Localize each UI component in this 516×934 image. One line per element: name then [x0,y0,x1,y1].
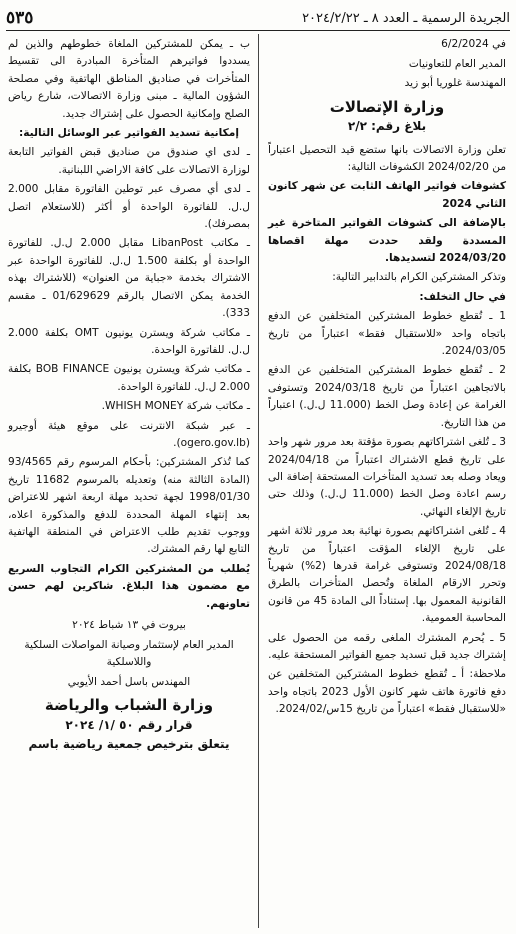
payment-method-item: ـ مكاتب شركة ويسترن يونيون OMT بكلفة 2.000 ل.ل. للفاتورة الواحدة. [8,326,250,356]
reminder-paragraph: وتذكر المشتركين الكرام بالتدابير التالية: [332,271,506,284]
notice-number: بلاغ رقم: ٢/٢ [347,119,427,134]
payment-method-item: ـ لدى أي مصرف عبر توطين الفاتورة مقابل 2.000 ل.ل. للفاتورة الواحدة أو أكثر (للاستعلام اتصل بمصرفك). [8,183,250,231]
signature-title: المدير العام لإستثمار وصيانة المواصلات السلكية واللاسلكية [24,638,234,669]
payment-method-item: ـ مكاتب شركة ويسترن يونيون BOB FINANCE بكلفة 2.000 ل.ل. للفاتورة الواحدة. [8,363,250,393]
right-column [268,36,506,721]
case-title: في حال التخلف: [419,290,506,303]
request-paragraph: يُطلب من المشتركين الكرام التجاوب السريع مع مضمون هذا البلاغ. شاكرين لهم حسن تعاونهم. [8,562,250,610]
extra-paragraph: بالإضافة الى كشوفات الفواتير المتاخرة غير المسددة ولقد حددت مهلة اقصاها 2024/03/20 لتسديدها. [268,217,506,265]
signature-date: في 6/2/2024 [441,38,506,50]
decision-number: قرار رقم ٥٠ /١/ ٢٠٢٤ [65,717,193,732]
installment-paragraph: ب ـ يمكن للمشتركين الملغاة خطوطهم والذين لم يسددوا فواتيرهم المتأخرة المبادرة الى تقسيط المتأخرات في صناديق المناطق الهاتفية وفي مصلحة الشؤون المالية ـ مبنى وزارة الاتصالات، شارع رياض الصلح وإمكانية الحصول على إشتراك جديد. [8,38,250,120]
page-header [6,6,510,31]
signature-name: المهندسة غلوريا أبو زيد [404,77,506,90]
signature-block-bottom [8,617,250,691]
decision-subject: يتعلق بترخيص جمعية رياضية باسم [28,737,230,752]
intro-paragraph: تعلن وزارة الاتصالات بانها ستضع قيد التحصيل اعتباراً من 2024/02/20 الكشوفات التالية: [268,143,506,173]
signature-date: بيروت في ١٣ شباط ٢٠٢٤ [72,619,186,631]
payment-method-item: ـ لدى اي صندوق من صناديق قبض الفواتير التابعة لوزارة الاتصالات على كافة الاراضي اللبنانية. [8,146,250,176]
signature-name: المهندس باسل أحمد الأيوبي [67,675,191,688]
payment-methods-heading: إمكانية تسديد الفواتير عبر الوسائل التالية: [19,127,239,140]
signature-title: المدير العام للتعاونيات [408,57,506,70]
left-column [8,36,250,760]
measure-item: 2 ـ تُقطع خطوط المشتركين المتخلفين عن الدفع بالاتجاهين اعتباراً من تاريخ 2024/03/18 وتستوفى الغرامة عن إعادة وصل الخط (11.000 ل.ل.) اعتباراً من هذا التاريخ. [268,364,506,429]
column-divider [258,34,259,928]
ministry-heading: وزارة الإتصالات [329,97,445,116]
journal-title: الجريدة الرسمية ـ العدد ٨ ـ ٢٠٢٤/٢/٢٢ [302,10,510,26]
signature-block-top [268,36,506,93]
ministry-heading-2: وزارة الشباب والرياضة [44,696,214,715]
measure-item: 1 ـ تُقطع خطوط المشتركين المتخلفين عن الدفع باتجاه واحد «للاستقبال فقط» اعتباراً من تاريخ 2024/03/05. [268,310,506,358]
objection-reminder: كما تُذكر المشتركين: بأحكام المرسوم رقم 93/4565 (المادة الثالثة منه) وتعديله بالمرسوم 11682 تاريخ 1998/01/30 لجهة تحديد مهلة اربعة اشهر للاعتراض بعد إنتهاء المهلة المحددة للدفع والمذكورة اعلاه، ووجوب تقديم طلب الاعتراض في المنطقة الهاتفية التابع لها رقم المشترك. [8,456,250,556]
statements-heading: كشوفات فواتير الهاتف الثابت عن شهر كانون الثاني 2024 [268,180,506,210]
measure-item: 5 ـ يُحرم المشترك الملغى رقمه من الحصول على إشتراك جديد قبل تسديد جميع الفواتير المستحقة عليه. [268,631,506,661]
payment-method-item: ـ عبر شبكة الانترنت على موقع هيئة أوجيرو (ogero.gov.lb). [8,419,250,449]
measure-item: 3 ـ تُلغى اشتراكاتهم بصورة مؤقتة بعد مرور شهر واحد على تاريخ قطع الاشتراك اعتباراً من 2024/04/18 ويعاد وصله بعد تسديد المتأخرات المستحقة إضافة الى رسم اعادة وصل الخط (11.000 ل.ل.) وذلك حتى تاريخ الإلغاء النهائي. [268,436,507,518]
page-number: ٥٣٥ [6,8,34,28]
payment-method-item: ـ مكاتب LibanPost مقابل 2.000 ل.ل. للفاتورة الواحدة أو بكلفة 1.500 ل.ل. للفاتورة الواحدة عبر الاشتراك بخدمة «جباية من العنوان» (للاشتراك بهذه الخدمة يمكن الاتصال بالرقم 01/629629 ـ مقسم 333). [8,237,250,320]
note-paragraph: ملاحظة: أ ـ تُقطع خطوط المشتركين المتخلفين عن دفع فاتورة هاتف شهر كانون الأول 2023 باتجاه واحد «للاستقبال فقط» اعتباراً من تاريخ 15س/2024/02. [268,668,506,716]
measure-item: 4 ـ تُلغى اشتراكاتهم بصورة نهائية بعد مرور ثلاثة اشهر على تاريخ الإلغاء المؤقت اعتباراً من تاريخ 2024/08/18 وتستوفى غرامة قدرها (2%) شهرياً وتحرر الارقام الملغاة وتُحصل المتأخرات بالطرق القانونية المعمول بها. إستناداً الى المادة 45 من قانون المحاسبة العمومية. [268,525,506,625]
payment-method-item: ـ مكاتب شركة WHISH MONEY. [101,400,250,413]
